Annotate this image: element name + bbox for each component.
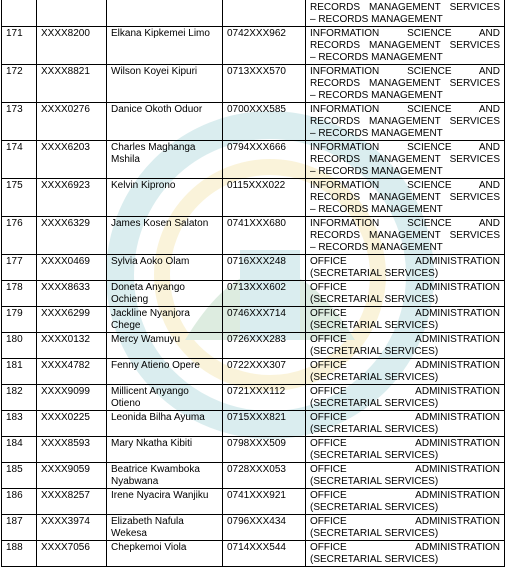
id-number: XXXX0469 <box>37 255 107 281</box>
programme-line: INFORMATION SCIENCE AND <box>310 218 500 229</box>
id-number: XXXX6329 <box>37 217 107 255</box>
programme <box>306 179 505 217</box>
phone-number: 0713XXX602 <box>223 281 306 307</box>
id-number: XXXX0225 <box>37 411 107 437</box>
phone-number: 0722XXX307 <box>223 359 306 385</box>
programme <box>306 411 505 437</box>
id-number: XXXX4782 <box>37 359 107 385</box>
programme <box>306 103 505 141</box>
programme-line: OFFICE ADMINISTRATION <box>310 282 500 293</box>
programme-line: (SECRETARIAL SERVICES) <box>310 554 439 565</box>
programme-line: OFFICE ADMINISTRATION <box>310 490 500 501</box>
table-row <box>2 0 505 27</box>
phone-number: 0746XXX714 <box>223 307 306 333</box>
programme-line: OFFICE ADMINISTRATION <box>310 334 500 345</box>
programme-line: OFFICE ADMINISTRATION <box>310 412 500 423</box>
row-number: 181 <box>2 359 37 385</box>
phone-number <box>223 0 306 27</box>
row-number: 176 <box>2 217 37 255</box>
row-number: 179 <box>2 307 37 333</box>
programme <box>306 489 505 515</box>
student-name: Doneta Anyango Ochieng <box>107 281 223 307</box>
programme <box>306 27 505 65</box>
table-row <box>2 179 505 217</box>
programme <box>306 515 505 541</box>
table-row <box>2 281 505 307</box>
programme <box>306 217 505 255</box>
programme-line: (SECRETARIAL SERVICES) <box>310 450 439 461</box>
phone-number: 0741XXX680 <box>223 217 306 255</box>
student-name: Mercy Wamuyu <box>107 333 223 359</box>
programme-line: RECORDS MANAGEMENT SERVICES <box>310 230 500 241</box>
programme-line: OFFICE ADMINISTRATION <box>310 438 500 449</box>
table-row <box>2 141 505 179</box>
programme <box>306 281 505 307</box>
student-name: Charles Maghanga Mshila <box>107 141 223 179</box>
row-number: 183 <box>2 411 37 437</box>
student-name: Beatrice Kwamboka Nyabwana <box>107 463 223 489</box>
programme <box>306 0 505 27</box>
programme-line: – RECORDS MANAGEMENT <box>310 90 443 101</box>
programme-line: INFORMATION SCIENCE AND <box>310 66 500 77</box>
student-name: Sylvia Aoko Olam <box>107 255 223 281</box>
id-number: XXXX7056 <box>37 541 107 567</box>
programme-line: – RECORDS MANAGEMENT <box>310 128 443 139</box>
id-number: XXXX8257 <box>37 489 107 515</box>
phone-number: 0115XXX022 <box>223 179 306 217</box>
student-name: Millicent Anyango Otieno <box>107 385 223 411</box>
programme-line: – RECORDS MANAGEMENT <box>310 166 443 177</box>
table-row <box>2 385 505 411</box>
phone-number: 0741XXX921 <box>223 489 306 515</box>
programme <box>306 437 505 463</box>
programme-line: RECORDS MANAGEMENT SERVICES <box>310 154 500 165</box>
programme-line: – RECORDS MANAGEMENT <box>310 52 443 63</box>
programme-line: OFFICE ADMINISTRATION <box>310 516 500 527</box>
programme <box>306 359 505 385</box>
row-number: 184 <box>2 437 37 463</box>
table-row <box>2 255 505 281</box>
id-number: XXXX6203 <box>37 141 107 179</box>
programme-line: RECORDS MANAGEMENT SERVICES <box>310 116 500 127</box>
row-number: 188 <box>2 541 37 567</box>
table-row <box>2 463 505 489</box>
student-name: Fenny Atieno Opere <box>107 359 223 385</box>
table-row <box>2 27 505 65</box>
row-number: 175 <box>2 179 37 217</box>
programme-line: RECORDS MANAGEMENT SERVICES <box>310 40 500 51</box>
id-number <box>37 0 107 27</box>
row-number <box>2 0 37 27</box>
programme-line: INFORMATION SCIENCE AND <box>310 104 500 115</box>
id-number: XXXX9099 <box>37 385 107 411</box>
programme-line: – RECORDS MANAGEMENT <box>310 14 443 25</box>
phone-number: 0742XXX962 <box>223 27 306 65</box>
student-name: Elizabeth Nafula Wekesa <box>107 515 223 541</box>
row-number: 182 <box>2 385 37 411</box>
programme-line: (SECRETARIAL SERVICES) <box>310 372 439 383</box>
table-row <box>2 437 505 463</box>
row-number: 172 <box>2 65 37 103</box>
programme <box>306 65 505 103</box>
programme-line: (SECRETARIAL SERVICES) <box>310 346 439 357</box>
phone-number: 0716XXX248 <box>223 255 306 281</box>
programme-line: (SECRETARIAL SERVICES) <box>310 320 439 331</box>
results-table <box>1 0 505 567</box>
programme-line: (SECRETARIAL SERVICES) <box>310 528 439 539</box>
programme-line: OFFICE ADMINISTRATION <box>310 256 500 267</box>
phone-number: 0728XXX053 <box>223 463 306 489</box>
programme <box>306 463 505 489</box>
id-number: XXXX8200 <box>37 27 107 65</box>
programme-line: (SECRETARIAL SERVICES) <box>310 268 439 279</box>
table-row <box>2 515 505 541</box>
programme-line: OFFICE ADMINISTRATION <box>310 464 500 475</box>
phone-number: 0796XXX434 <box>223 515 306 541</box>
programme-line: RECORDS MANAGEMENT SERVICES <box>310 2 500 13</box>
table-row <box>2 103 505 141</box>
programme-line: – RECORDS MANAGEMENT <box>310 242 443 253</box>
id-number: XXXX3974 <box>37 515 107 541</box>
phone-number: 0721XXX112 <box>223 385 306 411</box>
student-name: Wilson Koyei Kipuri <box>107 65 223 103</box>
student-name: Jackline Nyanjora Chege <box>107 307 223 333</box>
student-name: Danice Okoth Oduor <box>107 103 223 141</box>
student-name: Leonida Bilha Ayuma <box>107 411 223 437</box>
programme-line: (SECRETARIAL SERVICES) <box>310 476 439 487</box>
programme-line: INFORMATION SCIENCE AND <box>310 142 500 153</box>
phone-number: 0726XXX283 <box>223 333 306 359</box>
table-row <box>2 541 505 567</box>
table-row <box>2 307 505 333</box>
programme-line: OFFICE ADMINISTRATION <box>310 308 500 319</box>
phone-number: 0714XXX544 <box>223 541 306 567</box>
programme-line: INFORMATION SCIENCE AND <box>310 180 500 191</box>
programme-line: OFFICE ADMINISTRATION <box>310 542 500 553</box>
student-name: Chepkemoi Viola <box>107 541 223 567</box>
student-name: Irene Nyacira Wanjiku <box>107 489 223 515</box>
phone-number: 0700XXX585 <box>223 103 306 141</box>
programme-line: – RECORDS MANAGEMENT <box>310 204 443 215</box>
programme-line: RECORDS MANAGEMENT SERVICES <box>310 78 500 89</box>
programme-line: (SECRETARIAL SERVICES) <box>310 294 439 305</box>
programme <box>306 385 505 411</box>
row-number: 174 <box>2 141 37 179</box>
student-name: James Kosen Salaton <box>107 217 223 255</box>
programme-line: (SECRETARIAL SERVICES) <box>310 398 439 409</box>
programme-line: RECORDS MANAGEMENT SERVICES <box>310 192 500 203</box>
id-number: XXXX6923 <box>37 179 107 217</box>
id-number: XXXX0132 <box>37 333 107 359</box>
table-row <box>2 359 505 385</box>
id-number: XXXX0276 <box>37 103 107 141</box>
row-number: 180 <box>2 333 37 359</box>
row-number: 178 <box>2 281 37 307</box>
row-number: 186 <box>2 489 37 515</box>
row-number: 185 <box>2 463 37 489</box>
programme-line: (SECRETARIAL SERVICES) <box>310 424 439 435</box>
programme-line: INFORMATION SCIENCE AND <box>310 28 500 39</box>
row-number: 173 <box>2 103 37 141</box>
phone-number: 0794XXX666 <box>223 141 306 179</box>
table-row <box>2 489 505 515</box>
programme-line: OFFICE ADMINISTRATION <box>310 386 500 397</box>
id-number: XXXX9059 <box>37 463 107 489</box>
student-name: Elkana Kipkemei Limo <box>107 27 223 65</box>
student-name: Mary Nkatha Kibiti <box>107 437 223 463</box>
programme <box>306 255 505 281</box>
student-name <box>107 0 223 27</box>
id-number: XXXX6299 <box>37 307 107 333</box>
programme-line: OFFICE ADMINISTRATION <box>310 360 500 371</box>
phone-number: 0713XXX570 <box>223 65 306 103</box>
row-number: 177 <box>2 255 37 281</box>
table-row <box>2 333 505 359</box>
table-row <box>2 65 505 103</box>
programme <box>306 541 505 567</box>
row-number: 171 <box>2 27 37 65</box>
phone-number: 0715XXX821 <box>223 411 306 437</box>
programme <box>306 307 505 333</box>
programme <box>306 141 505 179</box>
student-name: Kelvin Kiprono <box>107 179 223 217</box>
phone-number: 0798XXX509 <box>223 437 306 463</box>
table-row <box>2 217 505 255</box>
id-number: XXXX8593 <box>37 437 107 463</box>
row-number: 187 <box>2 515 37 541</box>
id-number: XXXX8633 <box>37 281 107 307</box>
programme-line: (SECRETARIAL SERVICES) <box>310 502 439 513</box>
id-number: XXXX8821 <box>37 65 107 103</box>
table-row <box>2 411 505 437</box>
programme <box>306 333 505 359</box>
